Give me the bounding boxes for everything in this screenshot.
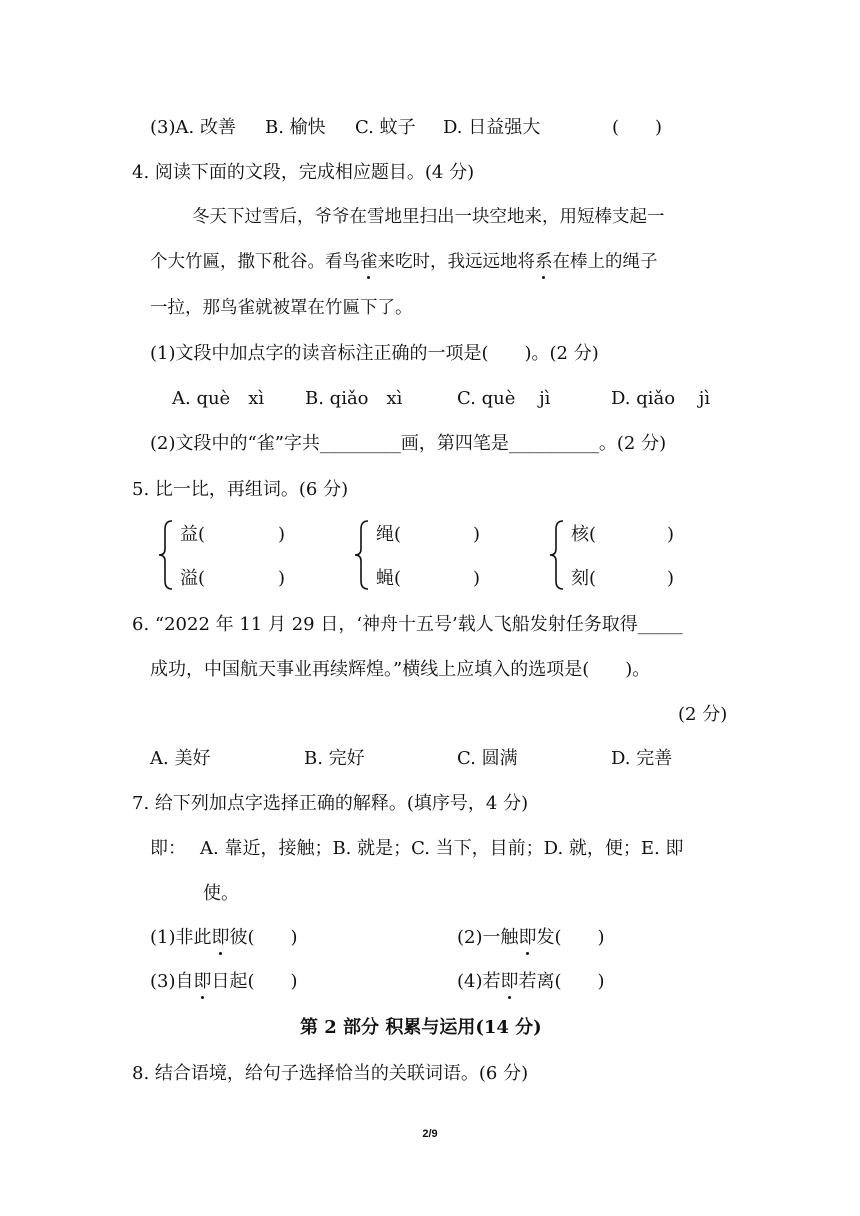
dotted-char-xi: 系	[535, 249, 553, 275]
q5-group3-top-close: )	[667, 524, 675, 545]
q7-def-label: 即：	[150, 838, 186, 859]
q3-options	[150, 115, 236, 141]
q3-option-b: B. 榆快	[265, 117, 326, 138]
section-2-heading: 第 2 部分 积累与运用(14 分)	[300, 1017, 542, 1038]
q4-title: 4. 阅读下面的文段，完成相应题目。(4 分)	[132, 162, 475, 183]
q7-item-2: (2)一触即发( )	[457, 925, 605, 951]
dotted-char-ji: 即	[519, 925, 537, 951]
brace-2	[354, 519, 370, 591]
q7-def-text: A. 靠近，接触；B. 就是；C. 当下，目前；D. 就，便；E. 即	[200, 838, 684, 859]
q6-option-a: A. 美好	[150, 748, 211, 769]
q4-sub1: (1)文段中加点字的读音标注正确的一项是( )。(2 分)	[150, 343, 599, 364]
q5-group3-bottom-close: )	[667, 568, 675, 589]
q4-option-b: B. qiǎo xì	[305, 388, 403, 409]
q3-option-d: D. 日益强大	[443, 117, 541, 138]
q3-option-c: C. 蚊子	[355, 117, 416, 138]
q4-sub2: (2)文段中的“雀”字共_________画，第四笔是__________。(2 分)	[150, 433, 667, 454]
q6-option-b: B. 完好	[304, 748, 365, 769]
q4-passage-line-2: 个大竹匾，撒下秕谷。看鸟雀来吃时，我远远地将系在棒上的绳子	[150, 249, 658, 275]
brace-1	[158, 519, 174, 591]
q4-option-a: A. què xì	[172, 388, 265, 409]
q5-title: 5. 比一比，再组词。(6 分)	[132, 479, 349, 500]
q8-title: 8. 结合语境，给句子选择恰当的关联词语。(6 分)	[132, 1063, 529, 1084]
q6-option-c: C. 圆满	[457, 748, 518, 769]
q5-group2-top-close: )	[473, 524, 481, 545]
q3-option-a: (3)A. 改善	[150, 117, 236, 138]
q5-group3-bottom: 刻(	[571, 568, 597, 589]
dotted-char-ji: 即	[501, 969, 519, 995]
q5-group1-bottom-close: )	[278, 568, 286, 589]
q5-group2-bottom: 蝇(	[376, 568, 402, 589]
q6-option-d: D. 完善	[611, 748, 673, 769]
q6-score: (2 分)	[678, 704, 728, 725]
q5-group2-top: 绳(	[376, 524, 402, 545]
q4-passage-line-3: 一拉，那鸟雀就被罩在竹匾下了。	[150, 298, 413, 318]
q7-item-4: (4)若即若离( )	[457, 969, 605, 995]
q7-title: 7. 给下列加点字选择正确的解释。(填序号，4 分)	[132, 793, 529, 814]
q5-group1-bottom: 溢(	[180, 568, 206, 589]
q6-line-2: 成功，中国航天事业再续辉煌。”横线上应填入的选项是( )。	[150, 659, 651, 680]
q7-def-cont: 使。	[203, 883, 239, 904]
page-number: 2/9	[422, 1128, 438, 1140]
q5-group3-top: 核(	[571, 524, 597, 545]
q4-passage-line-1: 冬天下过雪后，爷爷在雪地里扫出一块空地来，用短棒支起一	[192, 207, 665, 227]
q3-answer-paren: ( )	[612, 117, 663, 138]
dotted-char-ji: 即	[212, 925, 230, 951]
q5-group1-top: 益(	[180, 524, 206, 545]
dotted-char-ji: 即	[194, 969, 212, 995]
q4-option-d: D. qiǎo jì	[611, 388, 711, 409]
q7-item-3: (3)自即日起( )	[150, 969, 298, 995]
q5-group1-top-close: )	[278, 524, 286, 545]
q5-group2-bottom-close: )	[473, 568, 481, 589]
dotted-char-que: 雀	[360, 249, 378, 275]
q6-line-1: 6. “2022 年 11 月 29 日，‘神舟十五号’载人飞船发射任务取得_____	[132, 614, 683, 635]
q4-option-c: C. què jì	[457, 388, 551, 409]
brace-3	[549, 519, 565, 591]
q7-item-1: (1)非此即彼( )	[150, 925, 298, 951]
